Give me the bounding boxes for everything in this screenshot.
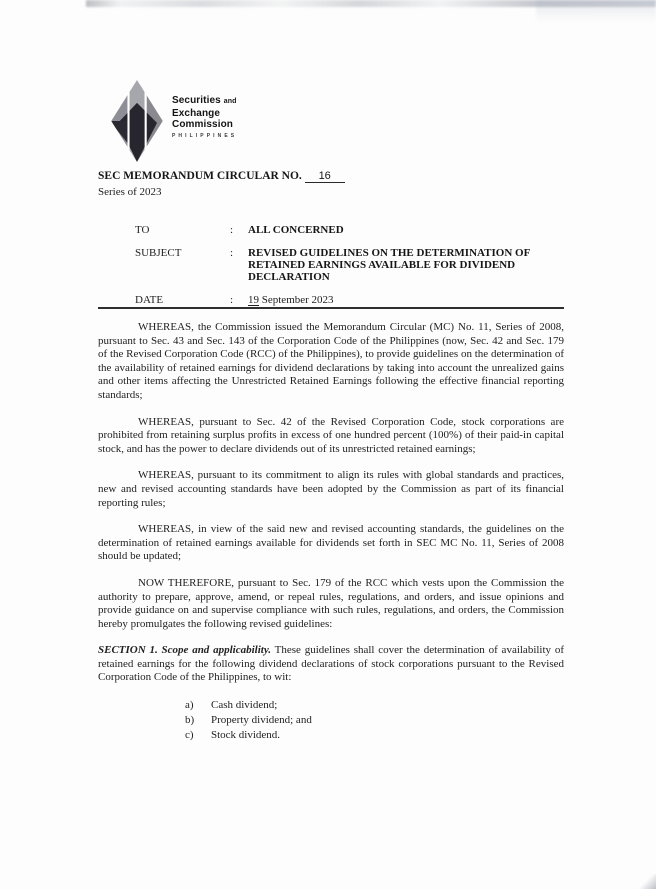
logo-word-philippines: PHILIPPINES	[172, 132, 238, 139]
scan-artifact-bottom-right	[630, 874, 656, 889]
now-therefore-paragraph: NOW THEREFORE, pursuant to Sec. 179 of the RCC which vests upon the Commission the authority to prepare, approve, amend, or repeal rules, regulations, and orders, and issue opinions and provide guidance on and supervise compliance with such rules, regulations, and orders, the Commission hereby promulgates the following revised guidelines:	[98, 576, 564, 630]
list-item-property-dividend	[185, 713, 564, 728]
whereas-paragraph-4: WHEREAS, in view of the said new and revised accounting standards, the guidelines on the determination of retained earnings available for dividends set forth in SEC MC No. 11, Series of 2008 should be updated;	[98, 523, 564, 563]
list-marker: c)	[185, 729, 194, 742]
meta-label-to: TO	[135, 224, 150, 236]
meta-label-subject: SUBJECT	[135, 247, 182, 259]
memo-body	[98, 321, 564, 744]
whereas-paragraph-3: WHEREAS, pursuant to its commitment to align its rules with global standards and practices, new and revised accounting standards have been adopted by the Commission as part of its financial reporting rules;	[98, 469, 564, 509]
logo-word-commission: Commission	[172, 119, 234, 130]
meta-colon: :	[230, 224, 234, 236]
logo-word-securities: Securities and	[172, 95, 237, 106]
list-text: Property dividend; and	[211, 714, 312, 727]
section1-paragraph	[98, 644, 564, 685]
section1-text: These guidelines shall cover the determination of availability of retained earnings for the following dividend declarations of stock corporations pursuant to the Revised Corporation Code of the Philippines, to wit:	[98, 644, 564, 684]
sec-logo	[110, 80, 237, 162]
meta-value-to: ALL CONCERNED	[248, 224, 344, 236]
meta-row-to	[135, 224, 565, 236]
list-item-cash-dividend	[185, 698, 564, 713]
circular-title	[98, 170, 568, 183]
section1-heading: SECTION 1. Scope and applicability.	[98, 644, 272, 657]
logo-word-exchange: Exchange	[172, 107, 221, 119]
circular-title-label: SEC MEMORANDUM CIRCULAR NO.	[98, 170, 302, 182]
meta-label-date: DATE	[135, 294, 164, 306]
dividend-types-list	[185, 698, 564, 744]
meta-value-date	[248, 294, 565, 306]
list-marker: b)	[185, 714, 195, 727]
whereas-paragraph-2: WHEREAS, pursuant to Sec. 42 of the Revised Corporation Code, stock corporations are prohibited from retaining surplus profits in excess of one hundred percent (100%) of their paid-in capital stock, and has the power to declare dividends out of its unrestricted retained earnings;	[98, 415, 564, 455]
meta-date-rest: September 2023	[261, 294, 334, 306]
list-text: Stock dividend.	[211, 729, 281, 742]
list-item-stock-dividend	[185, 728, 564, 743]
meta-colon: :	[230, 247, 234, 259]
meta-row-date	[135, 294, 565, 306]
scan-artifact-top-right	[536, 0, 656, 22]
meta-colon: :	[230, 294, 234, 306]
memo-meta	[135, 224, 565, 317]
meta-value-subject: REVISED GUIDELINES ON THE DETERMINATION OF RETAINED EARNINGS AVAILABLE FOR DIVIDEND DECLARATION	[248, 247, 530, 283]
sec-diamond-logo-icon	[110, 80, 164, 162]
list-text: Cash dividend;	[211, 699, 278, 712]
header-divider-rule	[98, 307, 564, 309]
circular-number-blank: 16	[305, 170, 345, 183]
meta-row-subject	[135, 247, 565, 283]
list-marker: a)	[185, 699, 194, 712]
whereas-paragraph-1: WHEREAS, the Commission issued the Memorandum Circular (MC) No. 11, Series of 2008, pursuant to Sec. 43 and Sec. 143 of the Corporation Code of the Philippines (now, Sec. 42 and Sec. 179 of the Revised Corporation Code (RCC) of the Philippines), to provide guidelines on the determination of the availability of retained earnings for dividend declarations by taking into account the unrealized gains and other items affecting the Unrestricted Retained Earnings following the effective financial reporting standards;	[98, 321, 564, 401]
logo-wordmark	[172, 95, 237, 139]
circular-heading	[98, 170, 568, 198]
series-line: Series of 2023	[98, 185, 162, 198]
meta-date-day: 19	[248, 294, 259, 306]
